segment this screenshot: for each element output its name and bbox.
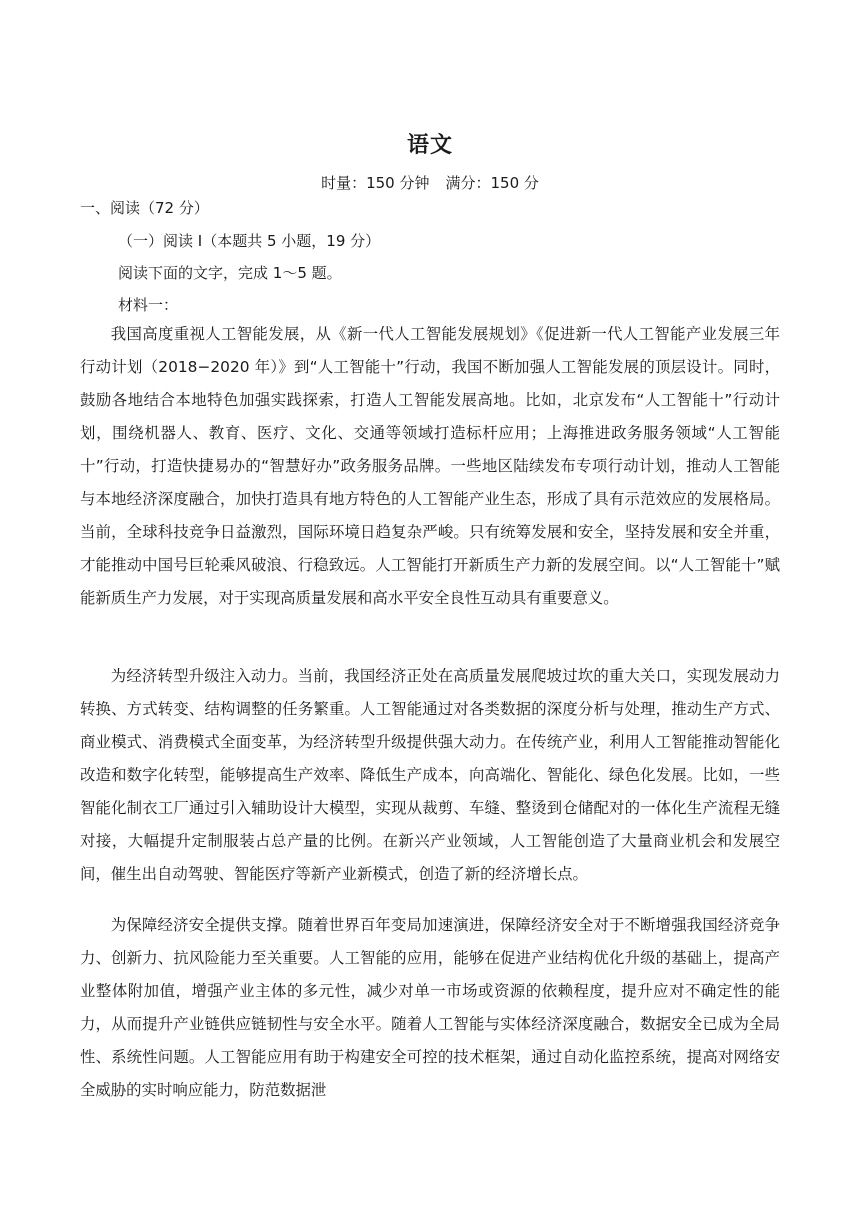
paragraph: 为保障经济安全提供支撑。随着世界百年变局加速演进，保障经济安全对于不断增强我国经济竞争力、创新力、抗风险能力至关重要。人工智能的应用，能够在促进产业结构优化升级的基础上，提高产业整体附加值，增强产业主体的多元性，减少对单一市场或资源的依赖程度，提升应对不确定性的能力，从而提升产业链供应链韧性与安全水平。随着人工智能与实体经济深度融合，数据安全已成为全局性、系统性问题。人工智能应用有助于构建安全可控的技术框架，通过自动化监控系统，提高对网络安全威胁的实时响应能力，防范数据泄 <box>80 916 780 1099</box>
paragraph: 我国高度重视人工智能发展，从《新一代人工智能发展规划》《促进新一代人工智能产业发展三年行动计划（2018−2020 年）》到“人工智能十”行动，我国不断加强人工智能发展的顶层设计。同时，鼓励各地结合本地特色加强实践探索，打造人工智能发展高地。比如，北京发布“人工智能十”行动计划，围绕机器人、教育、医疗、文化、交通等领域打造标杆应用；上海推进政务服务领域“人工智能十”行动，打造快捷易办的“智慧好办”政务服务品牌。一些地区陆续发布专项行动计划，推动人工智能与本地经济深度融合，加快打造具有地方特色的人工智能产业生态，形成了具有示范效应的发展格局。当前，全球科技竞争日益激烈，国际环境日趋复杂严峻。只有统筹发展和安全，坚持发展和安全并重，才能推动中国号巨轮乘风破浪、行稳致远。人工智能打开新质生产力新的发展空间。以“人工智能十”赋能新质生产力发展，对于实现高质量发展和高水平安全良性互动具有重要意义。 <box>80 325 780 607</box>
paragraph: 为经济转型升级注入动力。当前，我国经济正处在高质量发展爬坡过坎的重大关口，实现发展动力转换、方式转变、结构调整的任务繁重。人工智能通过对各类数据的深度分析与处理，推动生产方式、商业模式、消费模式全面变革，为经济转型升级提供强大动力。在传统产业，利用人工智能推动智能化改造和数字化转型，能够提高生产效率、降低生产成本，向高端化、智能化、绿色化发展。比如，一些智能化制衣工厂通过引入辅助设计大模型，实现从裁剪、车缝、整烫到仓储配对的一体化生产流程无缝对接，大幅提升定制服装占总产量的比例。在新兴产业领域，人工智能创造了大量商业机会和发展空间，催生出自动驾驶、智能医疗等新产业新模式，创造了新的经济增长点。 <box>80 667 780 883</box>
instruction-text: 阅读下面的文字，完成 1～5 题。 <box>118 264 342 282</box>
subsection-heading: （一）阅读 I（本题共 5 小题，19 分） <box>118 232 381 250</box>
full-score: 满分：150 分 <box>445 174 539 192</box>
page-title: 语文 <box>406 133 453 158</box>
material-label: 材料一： <box>118 296 179 314</box>
time-limit: 时量：150 分钟 <box>321 174 430 192</box>
exam-meta <box>0 172 860 193</box>
section-heading: 一、阅读（72 分） <box>80 199 209 217</box>
